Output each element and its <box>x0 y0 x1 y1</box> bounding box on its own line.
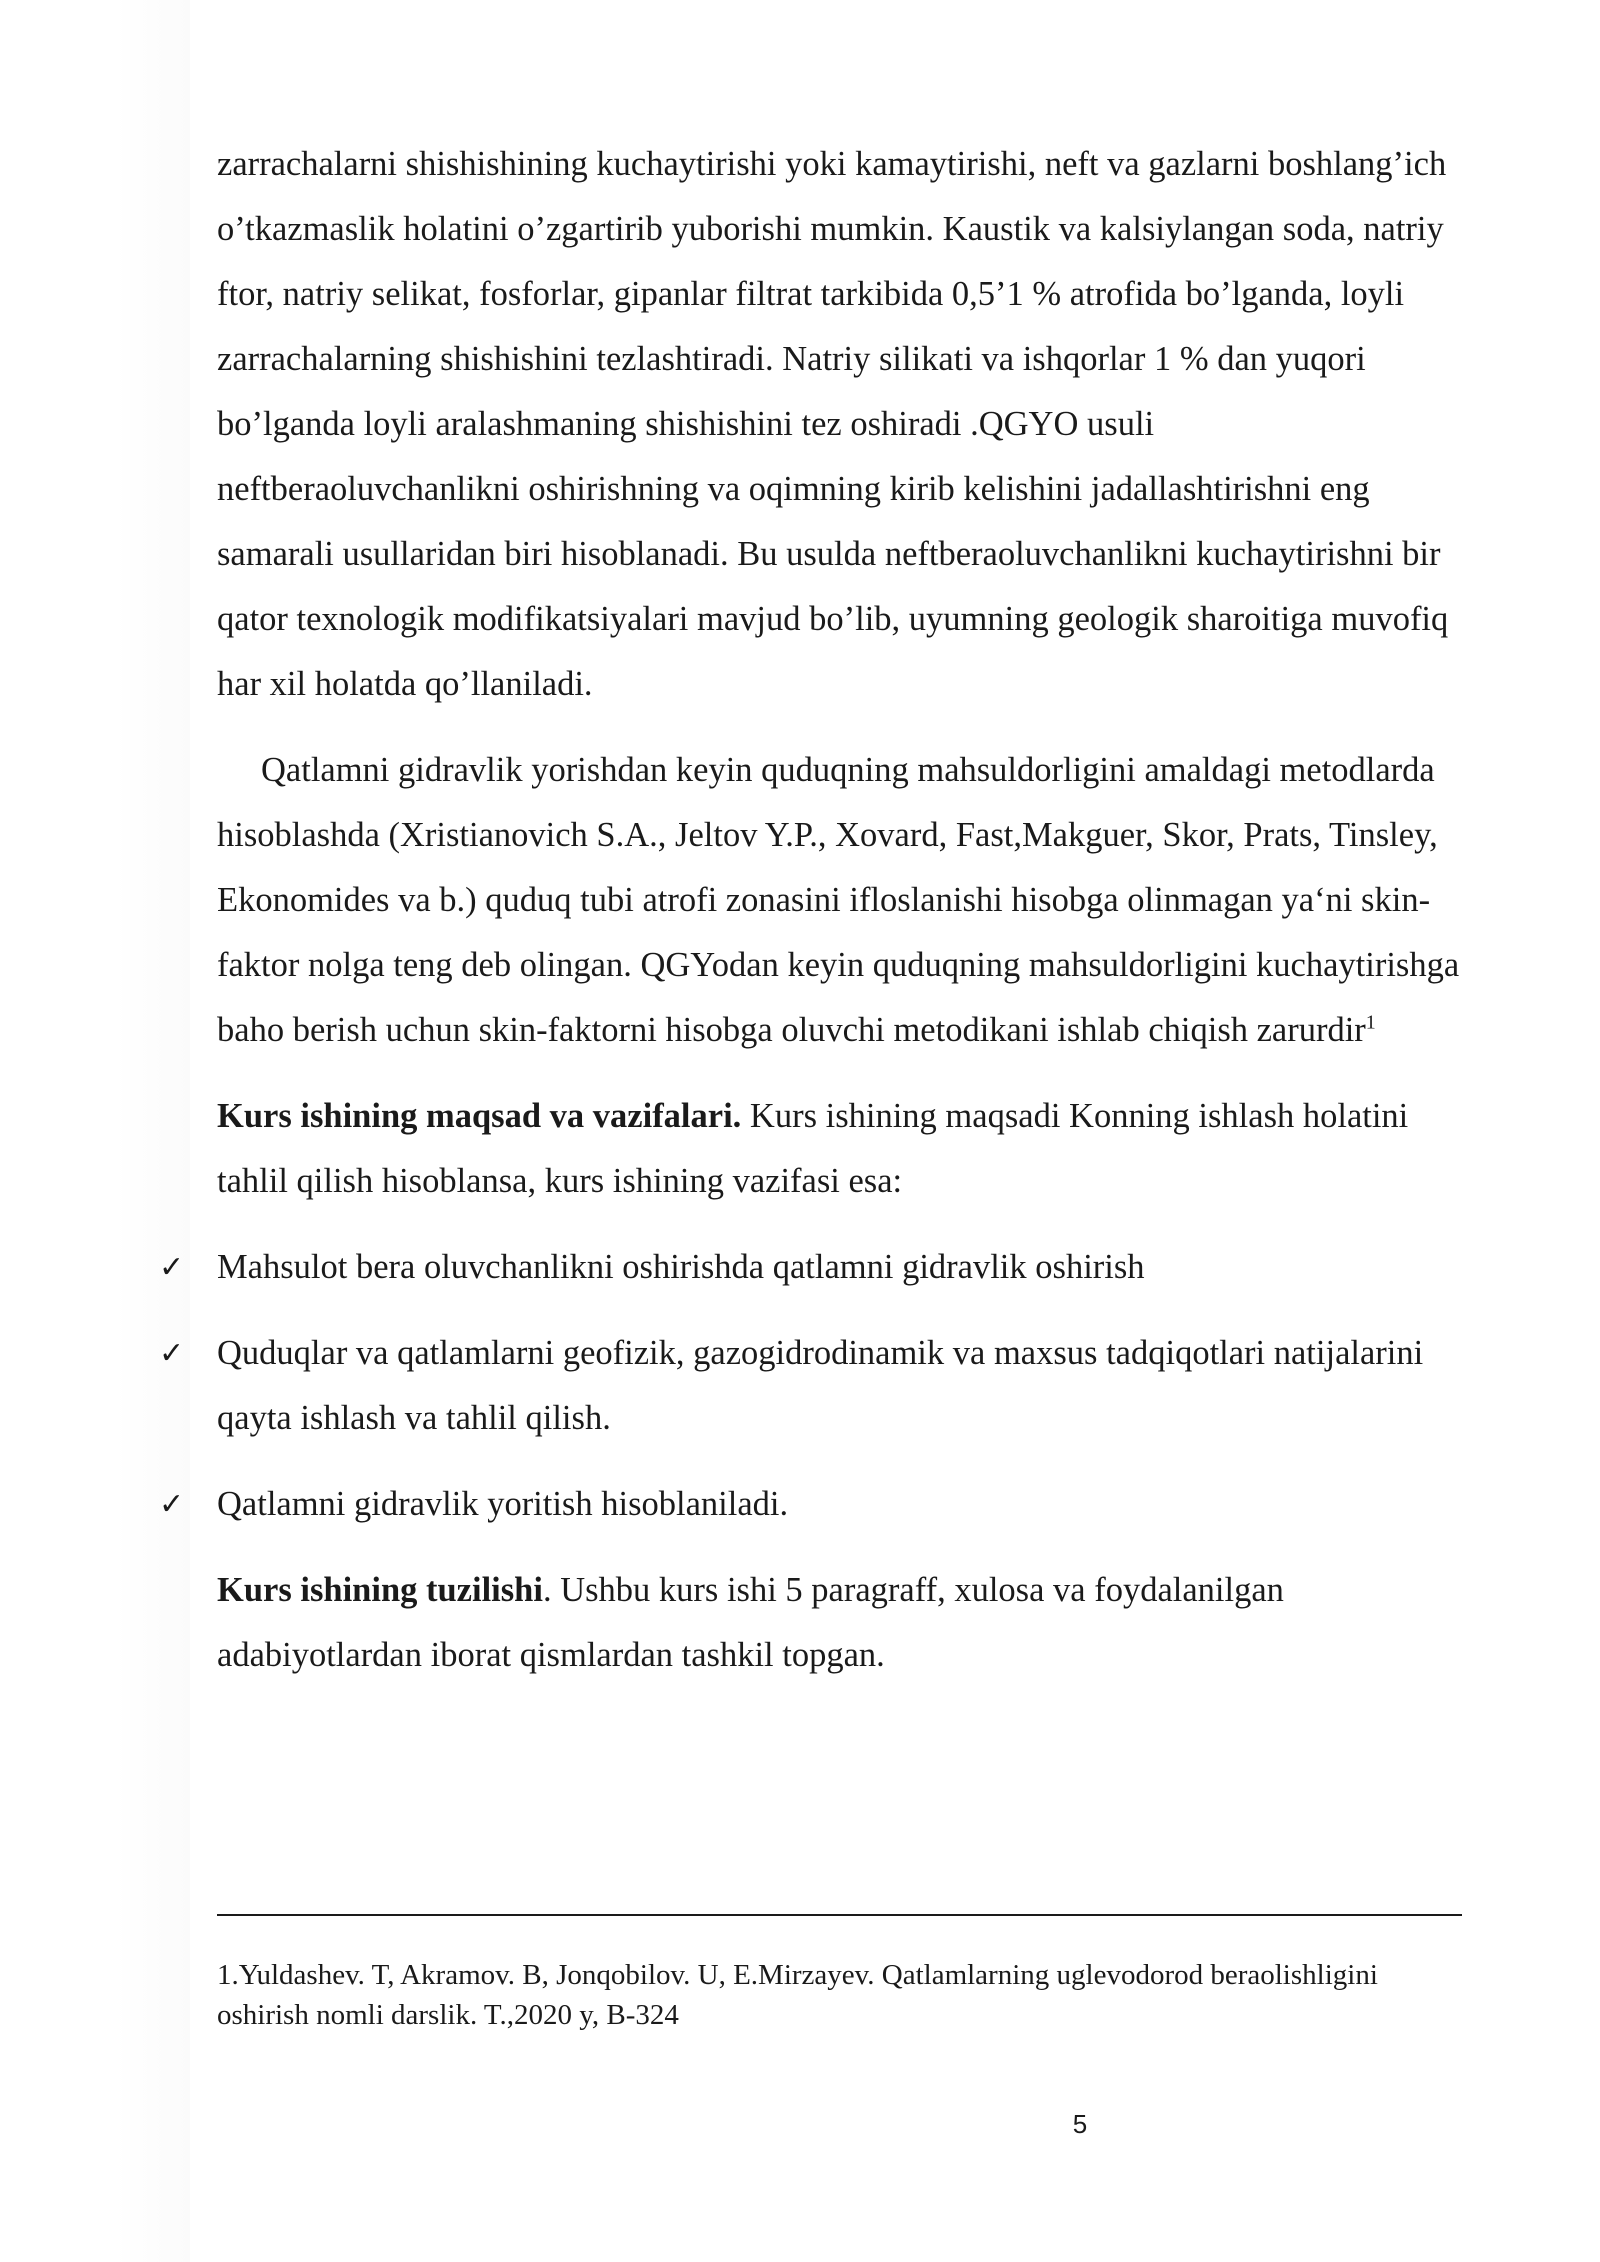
footnote: 1.Yuldashev. T, Akramov. B, Jonqobilov. U, E.Mirzayev. Qatlamlarning uglevodorod beraolishligini oshirish nomli darslik. T.,2020 y, B-324 <box>217 1959 1378 2031</box>
structure-paragraph <box>217 1558 1462 1688</box>
checklist-item-text: Qatlamni gidravlik yoritish hisoblaniladi. <box>217 1485 789 1523</box>
body-text <box>159 132 1462 1688</box>
paragraph-1: zarrachalarni shishishining kuchaytirishi yoki kamaytirishi, neft va gazlarni boshlang’ich o’tkazmaslik holatini o’zgartirib yuborishi mumkin. Kaustik va kalsiylangan soda, natriy ftor, natriy selikat, fosforlar, gipanlar filtrat tarkibida 0,5’1 % atrofida bo’lganda, loyli zarrachalarning shishishini tezlashtiradi. Natriy silikati va ishqorlar 1 % dan yuqori bo’lganda loyli aralashmaning shishishini tez oshiradi .QGYO usuli neftberaoluvchanlikni oshirishning va oqimning kirib kelishini jadallashtirishni eng samarali usullaridan biri hisoblanadi. Bu usulda neftberaoluvchanlikni kuchaytirishni bir qator texnologik modifikatsiyalari mavjud bo’lib, uyumning geologik sharoitiga muvofiq har xil holatda qo’llaniladi. <box>217 145 1449 703</box>
paragraph-2-text: Qatlamni gidravlik yorishdan keyin quduqning mahsuldorligini amaldagi metodlarda hisoblashda (Xristianovich S.A., Jeltov Y.P., Xovard, Fast,Makguer, Skor, Prats, Tinsley, Ekonomides va b.) quduq tubi atrofi zonasini ifloslanishi hisobga olinmagan ya‘ni skin-faktor nolga teng deb olingan. QGYodan keyin quduqning mahsuldorligini kuchaytirishga baho berish uchun skin-faktorni hisobga oluvchi metodikani ishlab chiqish zarurdir <box>217 751 1460 1049</box>
check-mark-icon: ✓ <box>159 1250 185 1285</box>
footnote-reference: 1 <box>1365 1011 1376 1034</box>
structure-text: . Ushbu kurs ishi 5 paragraff, xulosa va foydalanilgan adabiyotlardan iborat qismlardan tashkil topgan. <box>217 1571 1284 1674</box>
checklist-item-text: Mahsulot bera oluvchanlikni oshirishda qatlamni gidravlik oshirish <box>217 1248 1145 1286</box>
checklist-item <box>159 1472 1462 1537</box>
check-mark-icon: ✓ <box>159 1336 185 1371</box>
page-number: 5 <box>1072 2109 1088 2139</box>
structure-heading: Kurs ishining tuzilishi <box>217 1571 543 1609</box>
check-mark-icon: ✓ <box>159 1487 185 1522</box>
goals-text: Kurs ishining maqsadi Konning ishlash holatini tahlil qilish hisoblansa, kurs ishining vazifasi esa: <box>217 1097 1409 1200</box>
checklist-item <box>159 1321 1462 1451</box>
goals-heading: Kurs ishining maqsad va vazifalari. <box>217 1097 742 1135</box>
paragraph-2 <box>217 738 1462 1063</box>
checklist-item <box>159 1235 1462 1300</box>
footnote-separator <box>217 1914 1462 1916</box>
left-margin <box>0 0 190 2262</box>
goals-paragraph <box>217 1084 1462 1214</box>
checklist-item-text: Quduqlar va qatlamlarni geofizik, gazogidrodinamik va maxsus tadqiqotlari natijalarini qayta ishlash va tahlil qilish. <box>217 1334 1424 1437</box>
